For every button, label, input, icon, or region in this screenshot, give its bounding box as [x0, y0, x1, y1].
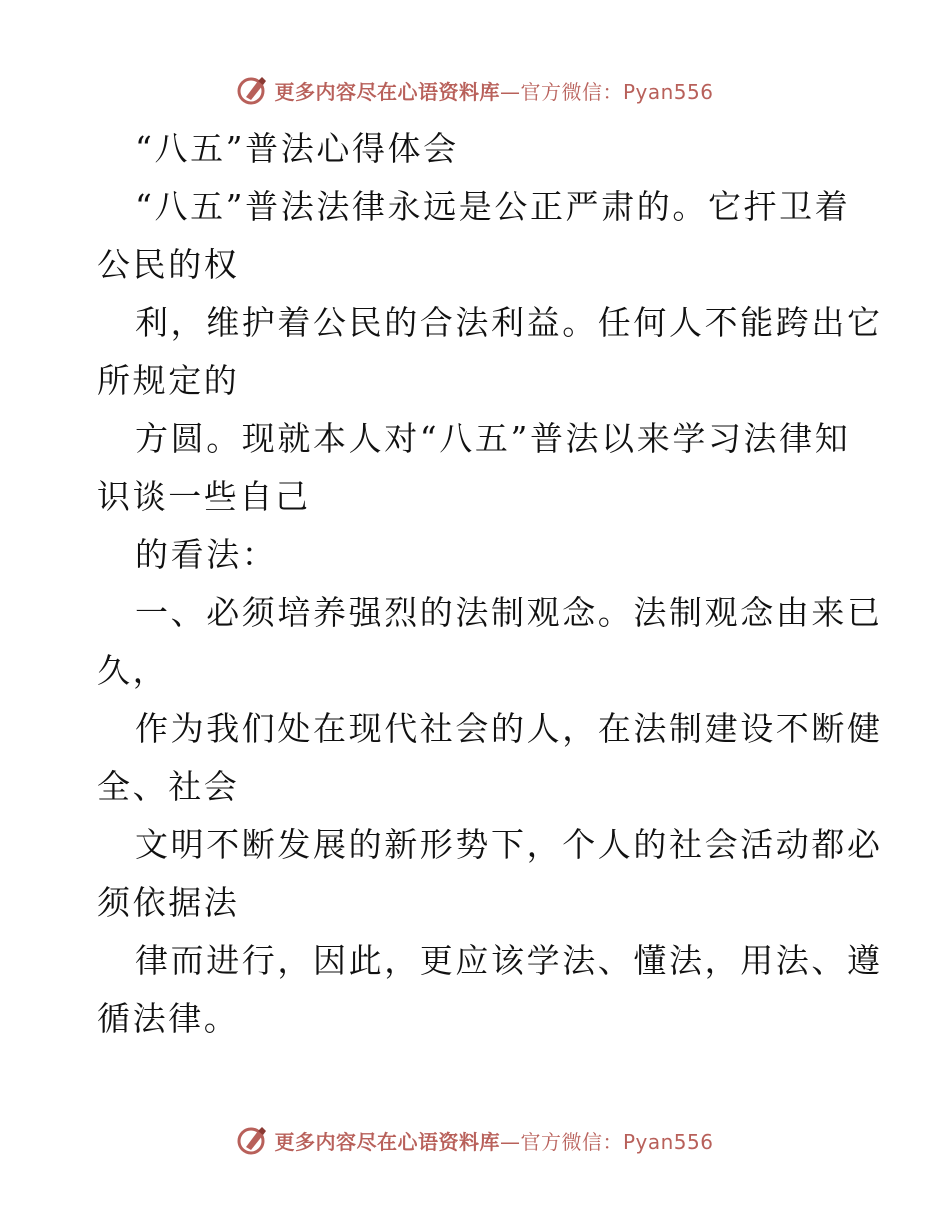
paragraph-line: 的看法： [135, 535, 278, 574]
pen-nib-logo-icon [236, 73, 270, 107]
paragraph-line: 文明不断发展的新形势下，个人的社会活动都必 [135, 825, 883, 864]
paragraph-line: 方圆。现就本人对“八五”普法以来学习法律知 [135, 419, 851, 458]
paragraph-line: 利，维护着公民的合法利益。任何人不能跨出它 [135, 303, 883, 342]
paragraph-line: “八五”普法法律永远是公正严肃的。它扞卫着 [135, 187, 851, 226]
document-title: “八五”普法心得体会 [135, 129, 459, 168]
paragraph-line: 识谈一些自己 [97, 477, 311, 516]
document-body [97, 120, 883, 1048]
footer-banner [0, 1120, 950, 1160]
paragraph-line: 作为我们处在现代社会的人，在法制建设不断健 [135, 709, 883, 748]
paragraph-line: 久， [97, 651, 169, 690]
paragraph-line: 公民的权 [97, 245, 240, 284]
banner-text: 更多内容尽在心语资料库—官方微信：Pyan556 [274, 1129, 714, 1154]
pen-nib-logo-icon [236, 1123, 270, 1157]
paragraph-line: 全、社会 [97, 767, 240, 806]
header-banner [0, 70, 950, 110]
paragraph-line: 须依据法 [97, 883, 240, 922]
paragraph-line: 循法律。 [97, 999, 240, 1038]
paragraph-line: 一、必须培养强烈的法制观念。法制观念由来已 [135, 593, 883, 632]
paragraph-line: 律而进行，因此，更应该学法、懂法，用法、遵 [135, 941, 883, 980]
paragraph-line: 所规定的 [97, 361, 240, 400]
banner-text: 更多内容尽在心语资料库—官方微信：Pyan556 [274, 79, 714, 104]
